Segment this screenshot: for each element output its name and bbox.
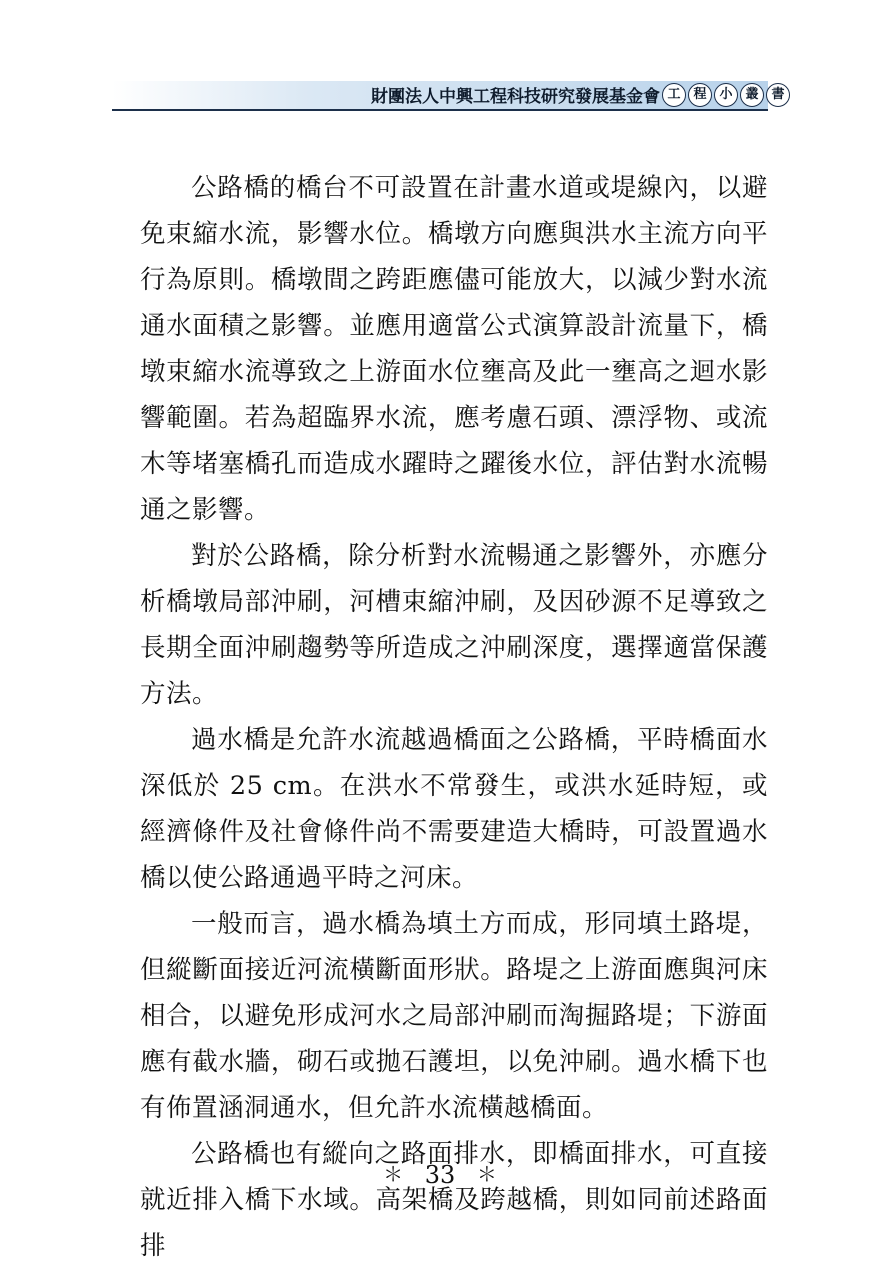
paragraph: 一般而言，過水橋為填土方而成，形同填土路堤，但縱斷面接近河流橫斷面形狀。路堤之上游面應與河床相合，以避免形成河水之局部沖刷而淘掘路堤；下游面應有截水牆，砌石或拋石護坦，以免沖刷。過水橋下也有佈置涵洞通水，但允許水流橫越橋面。 xyxy=(140,909,768,1123)
series-badge-char: 工 xyxy=(662,83,686,107)
series-badge-char: 叢 xyxy=(740,83,764,107)
paragraph: 對於公路橋，除分析對水流暢通之影響外，亦應分析橋墩局部沖刷，河槽束縮沖刷，及因砂源不足導致之長期全面沖刷趨勢等所造成之沖刷深度，選擇適當保護方法。 xyxy=(140,541,768,709)
series-badge-char: 程 xyxy=(688,83,712,107)
page-footer xyxy=(0,1156,880,1193)
body-text xyxy=(140,165,768,1269)
header-title: 財團法人中興工程科技研究發展基金會 xyxy=(371,87,660,107)
footer-ornament-right: ＊ xyxy=(476,1162,497,1186)
paragraph: 過水橋是允許水流越過橋面之公路橋，平時橋面水深低於 25 cm。在洪水不常發生，或洪水延時短，或經濟條件及社會條件尚不需要建造大橋時，可設置過水橋以使公路通過平時之河床。 xyxy=(140,725,768,893)
series-badge-char: 小 xyxy=(714,83,738,107)
series-badge xyxy=(662,83,790,107)
page-number: 33 xyxy=(424,1161,456,1189)
paragraph: 公路橋也有縱向之路面排水，即橋面排水，可直接就近排入橋下水域。高架橋及跨越橋，則如同前述路面排 xyxy=(140,1139,768,1261)
paragraph: 公路橋的橋台不可設置在計畫水道或堤線內，以避免束縮水流，影響水位。橋墩方向應與洪水主流方向平行為原則。橋墩間之跨距應儘可能放大，以減少對水流通水面積之影響。並應用適當公式演算設計流量下，橋墩束縮水流導致之上游面水位壅高及此一壅高之迴水影響範圍。若為超臨界水流，應考慮石頭、漂浮物、或流木等堵塞橋孔而造成水躍時之躍後水位，評估對水流暢通之影響。 xyxy=(140,173,768,525)
footer-ornament-left: ＊ xyxy=(383,1162,404,1186)
series-badge-char: 書 xyxy=(766,83,790,107)
